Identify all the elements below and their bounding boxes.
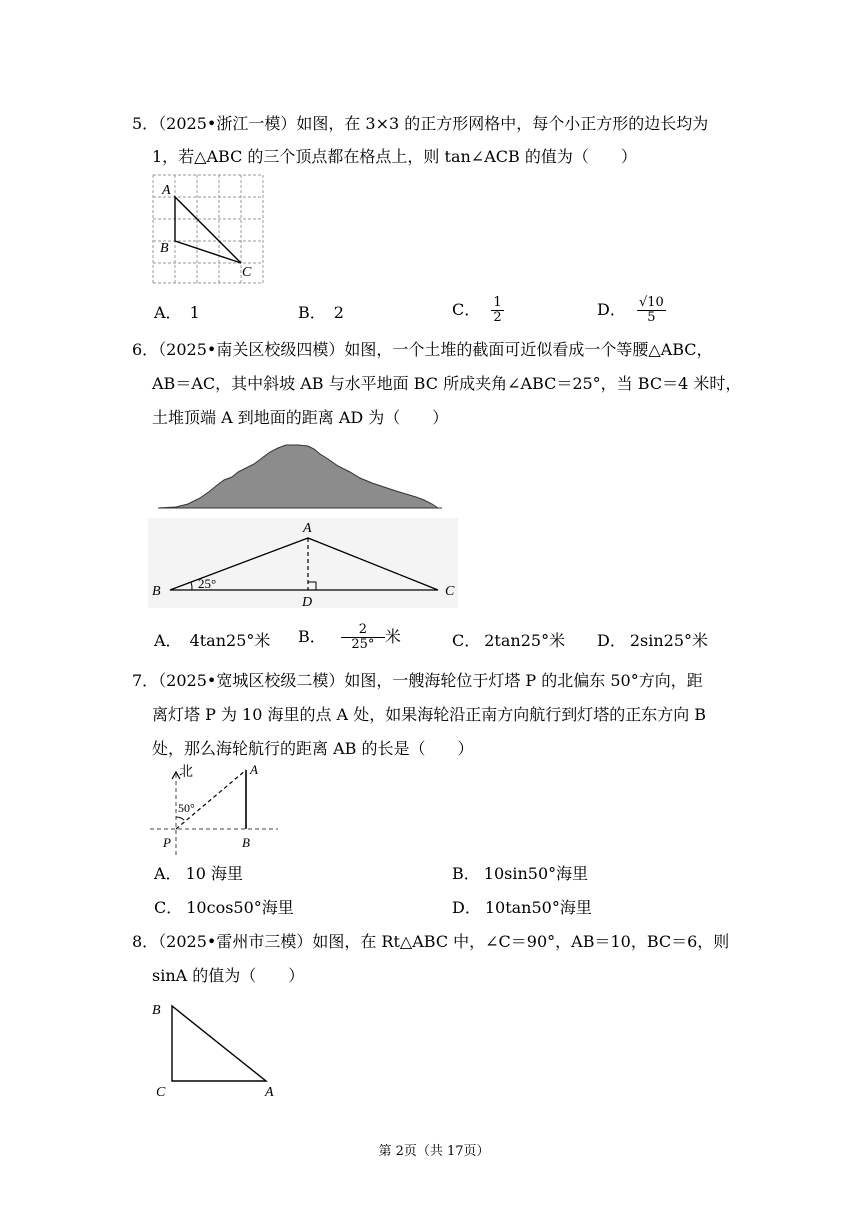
q5-option-c[interactable]: C． $\frac{1}{2}$ (452, 295, 502, 325)
q6-mound-image (158, 440, 442, 512)
q8-label-a: A (265, 1085, 274, 1100)
q5-label-a: A (162, 183, 171, 198)
q6-label-a: A (303, 521, 312, 536)
q6-line-2: AB＝AC，其中斜坡 AB 与水平地面 BC 所成夹角∠ABC＝25°，当 BC＝4 米时， (152, 374, 742, 393)
q7-option-c[interactable]: C． 10cos50°海里 (154, 898, 294, 917)
q5-option-b[interactable]: B． 2 (298, 303, 344, 322)
q6-triangle-figure (148, 518, 458, 608)
q6-line-1: 6．（2025•南关区校级四模）如图，一个土堆的截面可近似看成一个等腰△ABC， (132, 340, 713, 359)
q5-line-2: 1，若△ABC 的三个顶点都在格点上，则 tan∠ACB 的值为（ ） (152, 147, 637, 166)
q5-grid-figure (148, 170, 268, 288)
q7-option-a[interactable]: A． 10 海里 (154, 864, 244, 883)
q7-line-1: 7．（2025•宽城区校级二模）如图，一艘海轮位于灯塔 P 的北偏东 50°方向，距 (132, 671, 703, 690)
q6-option-d[interactable]: D． 2sin25°米 (597, 631, 709, 650)
q8-right-triangle-figure (148, 998, 283, 1100)
q7-option-b[interactable]: B． 10sin50°海里 (452, 864, 589, 883)
q5-label-b: B (160, 241, 169, 256)
q8-label-c: C (156, 1085, 166, 1100)
q6-option-b-fraction: $\frac{2}{25^\circ}$ (341, 623, 385, 652)
q7-line-2: 离灯塔 P 为 10 海里的点 A 处，如果海轮沿正南方向航行到灯塔的正东方向 B (152, 705, 707, 724)
q6-option-a[interactable]: A． 4tan25°米 (154, 631, 271, 650)
q6-option-c[interactable]: C． 2tan25°米 (452, 631, 566, 650)
q8-line-2: sinA 的值为（ ） (152, 966, 305, 985)
q6-option-b[interactable]: B． $\frac{2}{25^\circ}$ 米 (298, 622, 401, 652)
q6-label-b: B (152, 584, 161, 599)
page-footer: 第 2页（共 17页） (378, 1144, 490, 1159)
q5-option-d-fraction: $\frac{√10}{5}$ (638, 295, 664, 325)
q5-triangle (175, 197, 241, 263)
q7-label-p: P (163, 835, 171, 850)
q6-line-3: 土堆顶端 A 到地面的距离 AD 为（ ） (152, 408, 449, 427)
q5-option-c-fraction: $\frac{1}{2}$ (493, 295, 502, 325)
q5-label-c: C (242, 265, 252, 280)
q6-label-d: D (302, 595, 313, 608)
q6-label-c: C (445, 584, 455, 599)
q7-label-north: 北 (179, 765, 193, 780)
q7-direction-figure (146, 762, 286, 856)
q8-triangle (172, 1006, 266, 1081)
q6-label-angle: 25° (198, 576, 217, 591)
q7-label-angle: 50° (178, 801, 195, 815)
q7-label-b: B (242, 835, 250, 850)
q7-label-a: A (250, 762, 258, 777)
q5-option-d[interactable]: D． $\frac{√10}{5}$ (597, 295, 664, 325)
q5-line-1: 5．（2025•浙江一模）如图，在 3×3 的正方形网格中，每个小正方形的边长均为 (132, 114, 709, 133)
q7-line-3: 处，那么海轮航行的距离 AB 的长是（ ） (152, 739, 474, 758)
q5-option-a[interactable]: A． 1 (154, 303, 200, 322)
q7-option-d[interactable]: D． 10tan50°海里 (452, 898, 592, 917)
q8-label-b: B (152, 1003, 161, 1018)
q8-line-1: 8．（2025•雷州市三模）如图，在 Rt△ABC 中，∠C＝90°，AB＝10，BC＝6，则 (132, 932, 730, 951)
